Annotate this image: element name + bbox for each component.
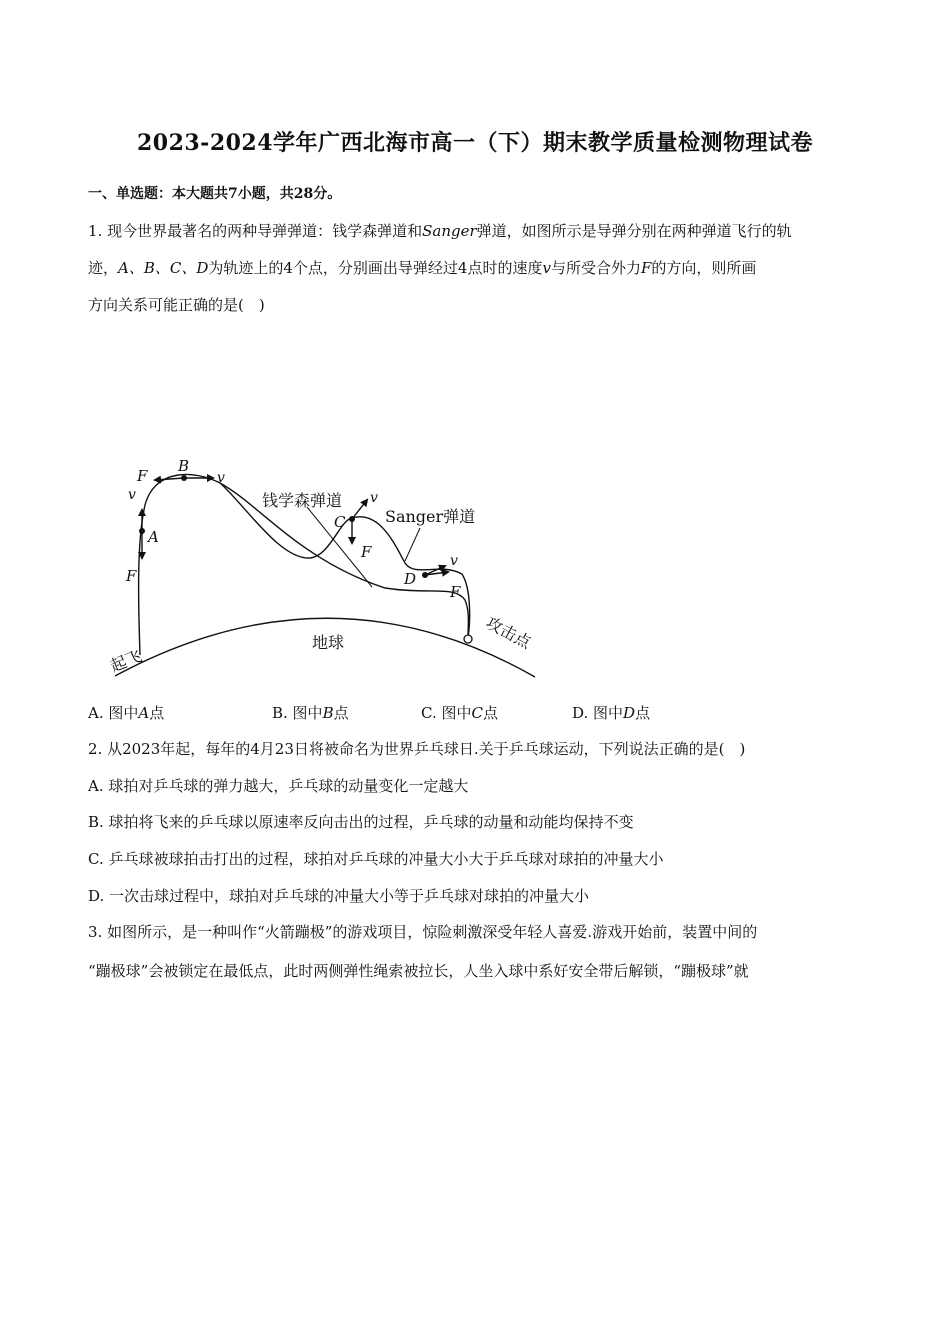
- section-heading: 一、单选题：本大题共7小题，共28分。: [88, 186, 342, 202]
- q1-option-d: D. 图中D点: [572, 704, 651, 722]
- page-title: 2023-2024学年广西北海市高一（下）期末教学质量检测物理试卷: [136, 130, 814, 156]
- q3-line-1: 3. 如图所示，是一种叫作“火箭蹦极”的游戏项目，惊险刺激深受年轻人喜爱.游戏开始前，装置中间的: [88, 923, 758, 941]
- q1-line-1: 1. 现今世界最著名的两种导弹弹道：钱学森弹道和Sanger弹道，如图所示是导弹分别在两种弹道飞行的轨: [88, 222, 792, 240]
- ascent-path: [139, 474, 220, 655]
- q2-option-c: C. 乒乓球被球拍击打出的过程，球拍对乒乓球的冲量大小大于乒乓球对球拍的冲量大小: [88, 850, 664, 868]
- q1-option-b: B. 图中B点: [272, 704, 349, 722]
- label-v-A: v: [128, 487, 136, 503]
- attack-point-dot: [464, 635, 472, 643]
- label-D: D: [404, 570, 417, 588]
- label-earth: 地球: [312, 633, 345, 652]
- q1-line-3: 方向关系可能正确的是( ): [88, 296, 265, 314]
- q1-option-c: C. 图中C点: [421, 704, 498, 722]
- label-F-B: F: [137, 467, 148, 485]
- label-v-C: v: [370, 490, 378, 506]
- label-sanger: Sanger弹道: [385, 507, 476, 526]
- q3-line-2: “蹦极球”会被锁定在最低点，此时两侧弹性绳索被拉长，人坐入球中系好安全带后解锁，“蹦极球”就: [88, 962, 749, 980]
- B-force-arrow: [155, 478, 184, 480]
- trajectory-figure: [0, 440, 950, 690]
- label-B: B: [178, 457, 190, 475]
- label-attack: 攻击点: [482, 612, 535, 653]
- label-F-D: F: [450, 583, 461, 601]
- label-takeoff: 起飞: [107, 646, 145, 676]
- label-v-D: v: [450, 553, 458, 569]
- q2-option-b: B. 球拍将飞来的乒乓球以原速率反向击出的过程，乒乓球的动量和动能均保持不变: [88, 813, 634, 831]
- label-A: A: [148, 528, 159, 546]
- label-qian: 钱学森弹道: [262, 491, 343, 510]
- sanger-leader-line: [405, 528, 420, 561]
- q1-line-2: 迹，A、B、C、D为轨迹上的4个点，分别画出导弹经过4点时的速度v与所受合外力F的方向，则所画: [88, 259, 757, 277]
- label-F-A: F: [126, 567, 137, 585]
- q1-option-a: A. 图中A点: [88, 704, 165, 722]
- label-v-B: v: [217, 470, 225, 486]
- q2-option-a: A. 球拍对乒乓球的弹力越大，乒乓球的动量变化一定越大: [88, 777, 469, 795]
- label-C: C: [334, 513, 346, 531]
- q2-stem: 2. 从2023年起，每年的4月23日将被命名为世界乒乓球日.关于乒乓球运动，下列说法正确的是( ): [88, 740, 746, 758]
- q2-option-d: D. 一次击球过程中，球拍对乒乓球的冲量大小等于乒乓球对球拍的冲量大小: [88, 887, 590, 905]
- label-F-C: F: [361, 543, 372, 561]
